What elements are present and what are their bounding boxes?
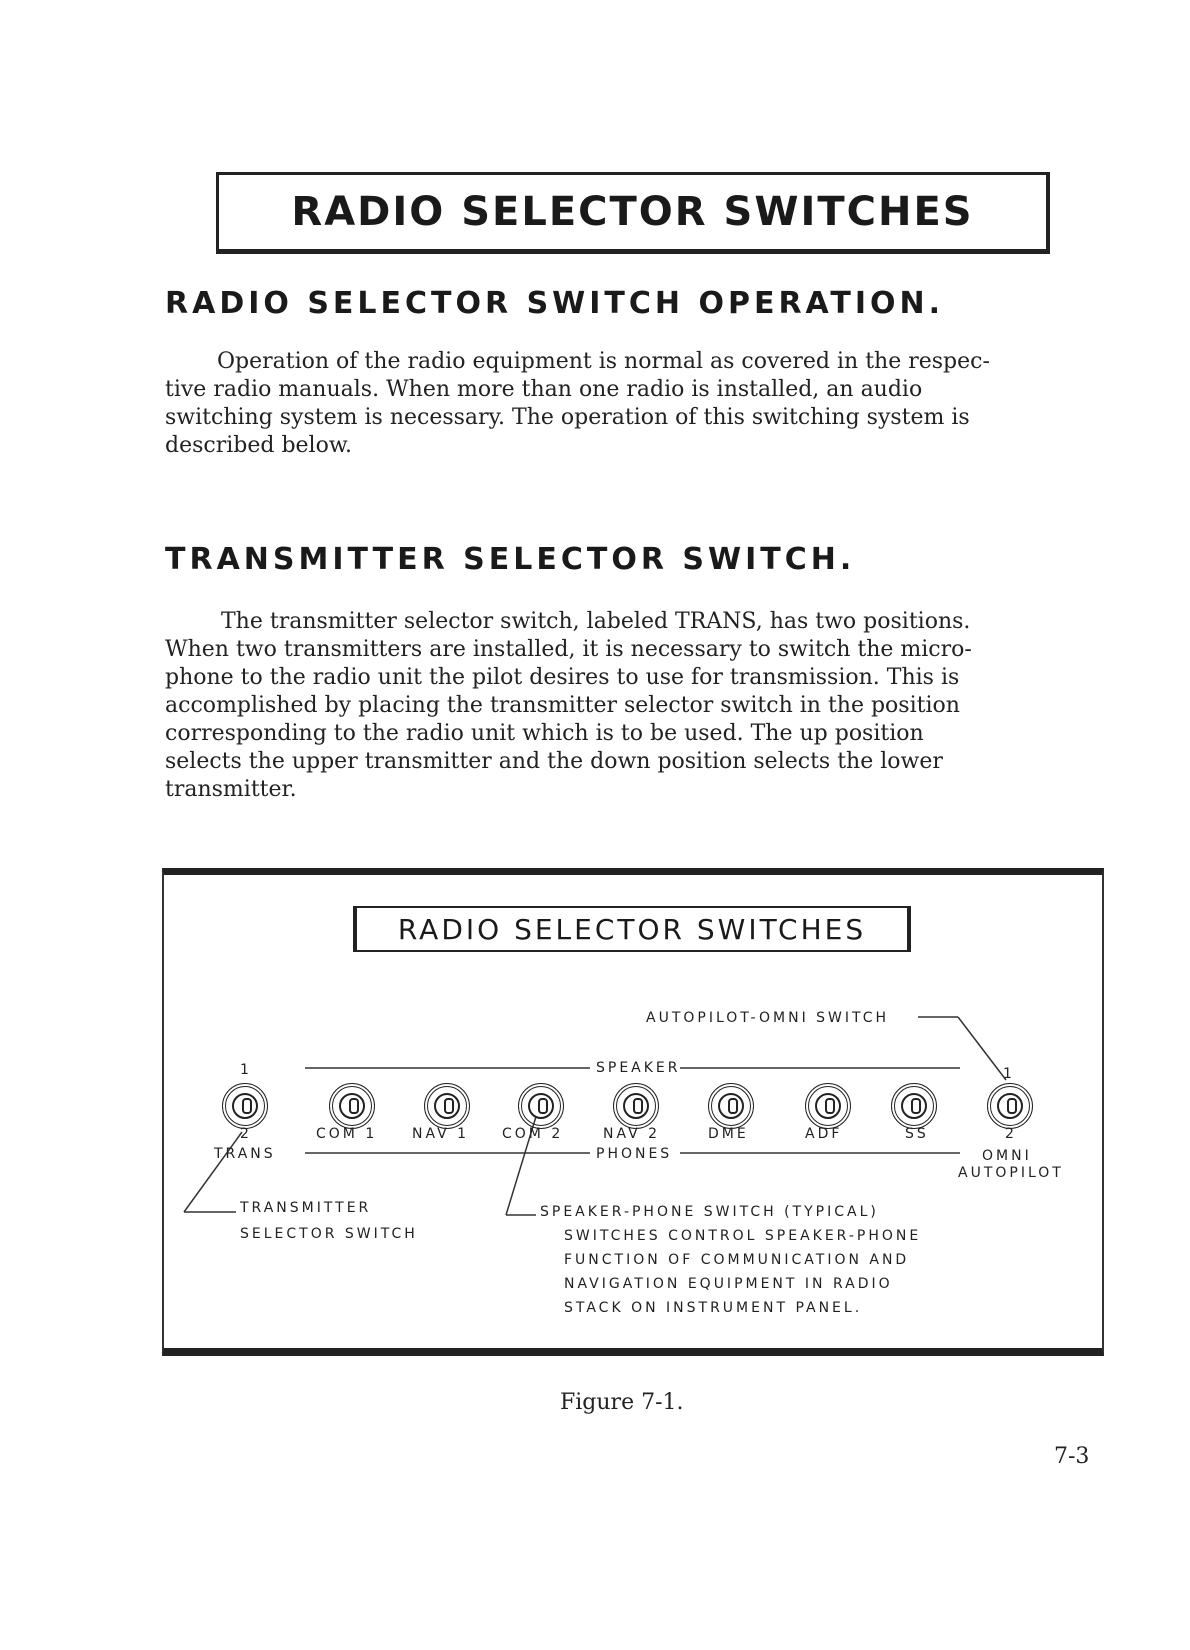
speaker-label: SPEAKER (596, 1060, 681, 1076)
trans-leader-d (184, 1132, 242, 1212)
autopilot-omni-switch[interactable] (987, 1083, 1033, 1129)
toggle-icon (434, 1093, 460, 1119)
adf-label: ADF (805, 1126, 843, 1142)
com1-label: COM 1 (316, 1126, 378, 1142)
text-line: When two transmitters are installed, it is necessary to switch the micro- (165, 637, 972, 662)
adf-switch[interactable] (805, 1083, 851, 1129)
trans-label: TRANS (214, 1146, 276, 1162)
section-heading-transmitter: TRANSMITTER SELECTOR SWITCH. (165, 542, 856, 577)
speaker-phone-note-line: NAVIGATION EQUIPMENT IN RADIO (564, 1276, 893, 1292)
nav2-switch[interactable] (613, 1083, 659, 1129)
section-heading-operation: RADIO SELECTOR SWITCH OPERATION. (165, 286, 945, 321)
toggle-icon (232, 1093, 258, 1119)
text-line: accomplished by placing the transmitter selector switch in the position (165, 693, 960, 718)
omni-pos-2: 2 (1005, 1126, 1017, 1142)
com1-switch[interactable] (329, 1083, 375, 1129)
toggle-icon (718, 1093, 744, 1119)
omni-pos-1: 1 (1003, 1066, 1015, 1082)
phones-label: PHONES (596, 1146, 673, 1162)
speaker-phone-note-line: STACK ON INSTRUMENT PANEL. (564, 1300, 863, 1316)
dme-switch[interactable] (708, 1083, 754, 1129)
text-line: tive radio manuals. When more than one radio is installed, an audio (165, 377, 923, 402)
toggle-icon (339, 1093, 365, 1119)
text-line: The transmitter selector switch, labeled TRANS, has two positions. (221, 609, 971, 634)
nav2-label: NAV 2 (603, 1126, 661, 1142)
trans-pos-1: 1 (240, 1062, 252, 1078)
speaker-phone-note-line: SPEAKER-PHONE SWITCH (TYPICAL) (540, 1204, 879, 1220)
toggle-icon (623, 1093, 649, 1119)
figure-title: RADIO SELECTOR SWITCHES (353, 906, 911, 952)
banner-title: RADIO SELECTOR SWITCHES (291, 189, 974, 235)
speaker-phone-note-line: FUNCTION OF COMMUNICATION AND (564, 1252, 910, 1268)
toggle-icon (901, 1093, 927, 1119)
autopilot-omni-switch-label: AUTOPILOT-OMNI SWITCH (646, 1010, 890, 1026)
trans-pos-2: 2 (240, 1126, 252, 1142)
toggle-icon (815, 1093, 841, 1119)
com2-switch[interactable] (518, 1083, 564, 1129)
figure-caption: Figure 7-1. (560, 1390, 684, 1415)
text-line: corresponding to the radio unit which is to be used. The up position (165, 721, 924, 746)
ss-switch[interactable] (891, 1083, 937, 1129)
autopilot-label: AUTOPILOT (958, 1165, 1064, 1181)
text-line: Operation of the radio equipment is normal as covered in the respec- (217, 349, 990, 374)
transmitter-selector-line2: SELECTOR SWITCH (240, 1226, 418, 1242)
text-line: described below. (165, 433, 353, 458)
nav1-label: NAV 1 (412, 1126, 470, 1142)
toggle-icon (997, 1093, 1023, 1119)
nav1-switch[interactable] (424, 1083, 470, 1129)
dme-label: DME (708, 1126, 749, 1142)
autopilot-leader-d (958, 1017, 1006, 1080)
omni-label: OMNI (982, 1148, 1032, 1164)
text-line: selects the upper transmitter and the down position selects the lower (165, 749, 943, 774)
speaker-phone-note-line: SWITCHES CONTROL SPEAKER-PHONE (564, 1228, 922, 1244)
text-line: transmitter. (165, 777, 297, 802)
text-line: switching system is necessary. The operation of this switching system is (165, 405, 970, 430)
ss-label: SS (905, 1126, 929, 1142)
trans-switch[interactable] (222, 1083, 268, 1129)
page-number: 7-3 (1054, 1444, 1090, 1469)
com2-label: COM 2 (502, 1126, 564, 1142)
transmitter-selector-line1: TRANSMITTER (240, 1200, 372, 1216)
text-line: phone to the radio unit the pilot desires to use for transmission. This is (165, 665, 960, 690)
toggle-icon (528, 1093, 554, 1119)
